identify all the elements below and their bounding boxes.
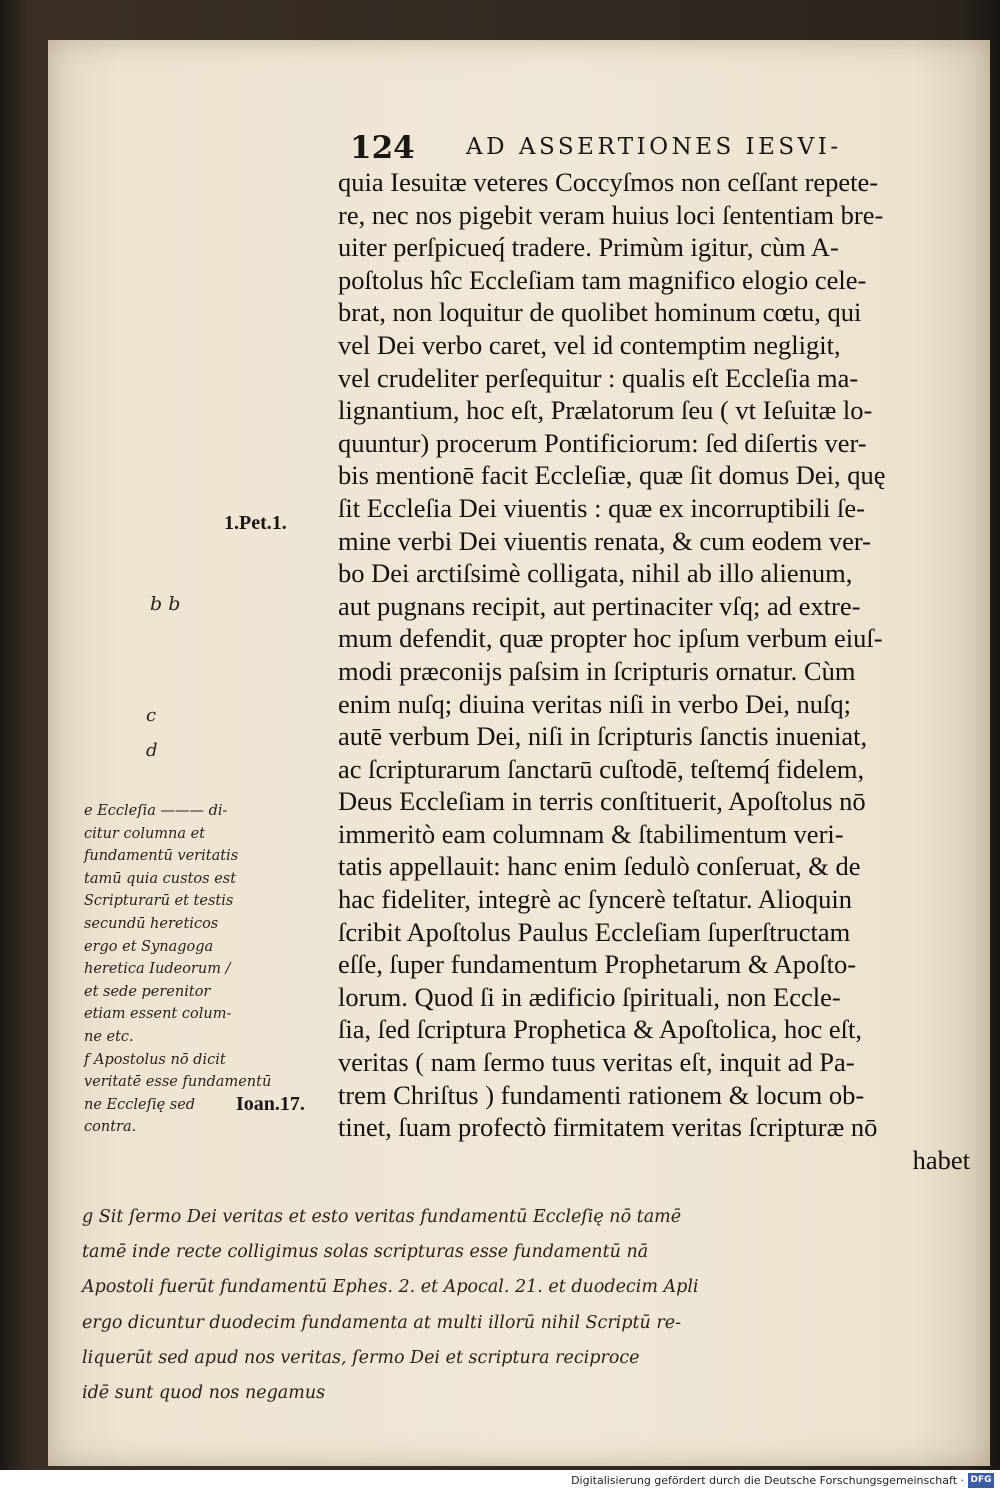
running-head: AD ASSERTIONES IESVI- xyxy=(466,134,842,160)
text-line: immeritò eam columnam & ſtabilimentum veri- xyxy=(338,818,844,849)
text-line: re, nec nos pigebit veram huius loci ſententiam bre- xyxy=(338,199,884,230)
handwritten-line: ne etc. xyxy=(84,1028,134,1045)
page-header xyxy=(350,130,970,170)
text-line: brat, non loquitur de quolibet hominum cœtu, qui xyxy=(338,297,862,328)
text-line: quuntur) procerum Pontificiorum: ſed diſertis ver- xyxy=(338,427,867,458)
text-line: ac ſcripturarum ſanctarū cuſtodē, teſtemq́ fidelem, xyxy=(338,753,865,784)
handwritten-line: g Sit ſermo Dei veritas et esto veritas fundamentū Eccleſię nō tamē xyxy=(82,1207,682,1227)
handwritten-line: citur columna et xyxy=(84,825,206,842)
handwritten-line: Scripturarū et testis xyxy=(84,893,234,910)
text-line: ſia, ſed ſcriptura Prophetica & Apoſtolica, hoc eſt, xyxy=(338,1014,862,1045)
text-line: ſit Eccleſia Dei viuentis : quæ ex incorruptibili ſe- xyxy=(338,492,865,523)
handwritten-mark-b: b b xyxy=(150,593,181,615)
handwritten-footnote xyxy=(82,1200,962,1411)
text-line: autē verbum Dei, niſi in ſcripturis ſanctis inueniat, xyxy=(338,721,868,752)
text-line: modi præconijs paſsim in ſcripturis ornatur. Cùm xyxy=(338,655,856,686)
text-line: veritas ( nam ſermo tuus veritas eſt, inquit ad Pa- xyxy=(338,1047,855,1078)
handwritten-line: fundamentū veritatis xyxy=(84,848,239,865)
handwritten-line: heretica Iudeorum / xyxy=(84,961,231,978)
handwritten-line: tamē inde recte colligimus solas scripturas esse fundamentū nā xyxy=(82,1242,649,1263)
text-line: poſtolus hîc Eccleſiam tam magnifico elogio cele- xyxy=(338,264,867,295)
text-line: quia Iesuitæ veteres Coccyſmos non ceſſant repete- xyxy=(338,167,879,197)
handwritten-mark-c: c xyxy=(146,705,157,726)
handwritten-line: liquerūt sed apud nos veritas, ſermo Dei et scriptura reciproce xyxy=(82,1347,640,1368)
text-line: lignantium, hoc eſt, Prælatorum ſeu ( vt Ieſuitæ lo- xyxy=(338,395,873,426)
text-line: lorum. Quod ſi in ædificio ſpirituali, non Eccle- xyxy=(338,981,841,1012)
handwritten-line: Apostoli fuerūt fundamentū Ephes. 2. et Apocal. 21. et duodecim Apli xyxy=(82,1277,699,1298)
text-line: trem Chriſtus ) fundamenti rationem & locum ob- xyxy=(338,1079,865,1110)
handwritten-margin-note xyxy=(84,800,342,1139)
text-line: enim nuſq; diuina veritas niſi in verbo Dei, nuſq; xyxy=(338,688,851,719)
catchword: habet xyxy=(912,1144,970,1175)
text-line: bis mentionē facit Eccleſiæ, quæ ſit domus Dei, quę xyxy=(338,460,886,491)
handwritten-line: contra. xyxy=(84,1119,137,1136)
handwritten-line: etiam essent colum- xyxy=(84,1006,232,1023)
text-line: tatis appellauit: hanc enim ſedulò conſeruat, & de xyxy=(338,851,861,882)
text-line: bo Dei arctiſsimè colligata, nihil ab illo alienum, xyxy=(338,558,853,589)
text-line: ſcribit Apoſtolus Paulus Eccleſiam ſuperſtructam xyxy=(338,916,851,947)
margin-reference-peter: 1.Pet.1. xyxy=(224,512,287,534)
text-line: tinet, ſuam profectò firmitatem veritas ſcripturæ nō xyxy=(338,1112,878,1143)
text-line: Deus Eccleſiam in terris conſtituerit, Apoſtolus nō xyxy=(338,786,866,817)
text-line: vel Dei verbo caret, vel id contemptim negligit, xyxy=(338,329,841,360)
margin-reference-john: Ioan.17. xyxy=(236,1093,305,1115)
handwritten-line: ne Eccleſię sed xyxy=(84,1096,196,1113)
text-line: uiter perſpicueq́ tradere. Primùm igitur, cùm A- xyxy=(338,232,839,263)
body-text xyxy=(338,166,970,1176)
dfg-logo-icon: DFG xyxy=(968,1473,994,1488)
text-line: aut pugnans recipit, aut pertinaciter vſq; ad extre- xyxy=(338,590,861,621)
handwritten-line: ergo dicuntur duodecim fundamenta at multi illorū nihil Scriptū re- xyxy=(82,1312,681,1333)
text-line: mum defendit, quæ propter hoc ipſum verbum eiuſ- xyxy=(338,623,883,654)
handwritten-line: secundū hereticos xyxy=(84,915,219,932)
handwritten-line: idē sunt quod nos negamus xyxy=(82,1382,326,1403)
handwritten-line: ergo et Synagoga xyxy=(84,938,214,955)
funding-credit: Digitalisierung gefördert durch die Deutsche Forschungsgemeinschaft · xyxy=(571,1474,964,1487)
text-line: vel crudeliter perſequitur : qualis eſt Eccleſia ma- xyxy=(338,362,859,393)
handwritten-mark-d: d xyxy=(146,740,158,761)
handwritten-line: f Apostolus nō dicit xyxy=(84,1051,226,1068)
text-line: eſſe, ſuper fundamentum Prophetarum & Apoſto- xyxy=(338,949,857,980)
handwritten-line: e Eccleſia ——— di- xyxy=(84,803,228,819)
text-line: mine verbi Dei viuentis renata, & cum eodem ver- xyxy=(338,525,871,556)
handwritten-line: et sede perenitor xyxy=(84,983,211,1000)
page-number: 124 xyxy=(350,130,415,166)
handwritten-line: veritatē esse fundamentū xyxy=(84,1074,272,1091)
text-line: hac fideliter, integrè ac ſyncerè teſtatur. Alioquin xyxy=(338,884,853,915)
footer-bar xyxy=(0,1470,1000,1493)
handwritten-line: tamū quia custos est xyxy=(84,870,237,887)
